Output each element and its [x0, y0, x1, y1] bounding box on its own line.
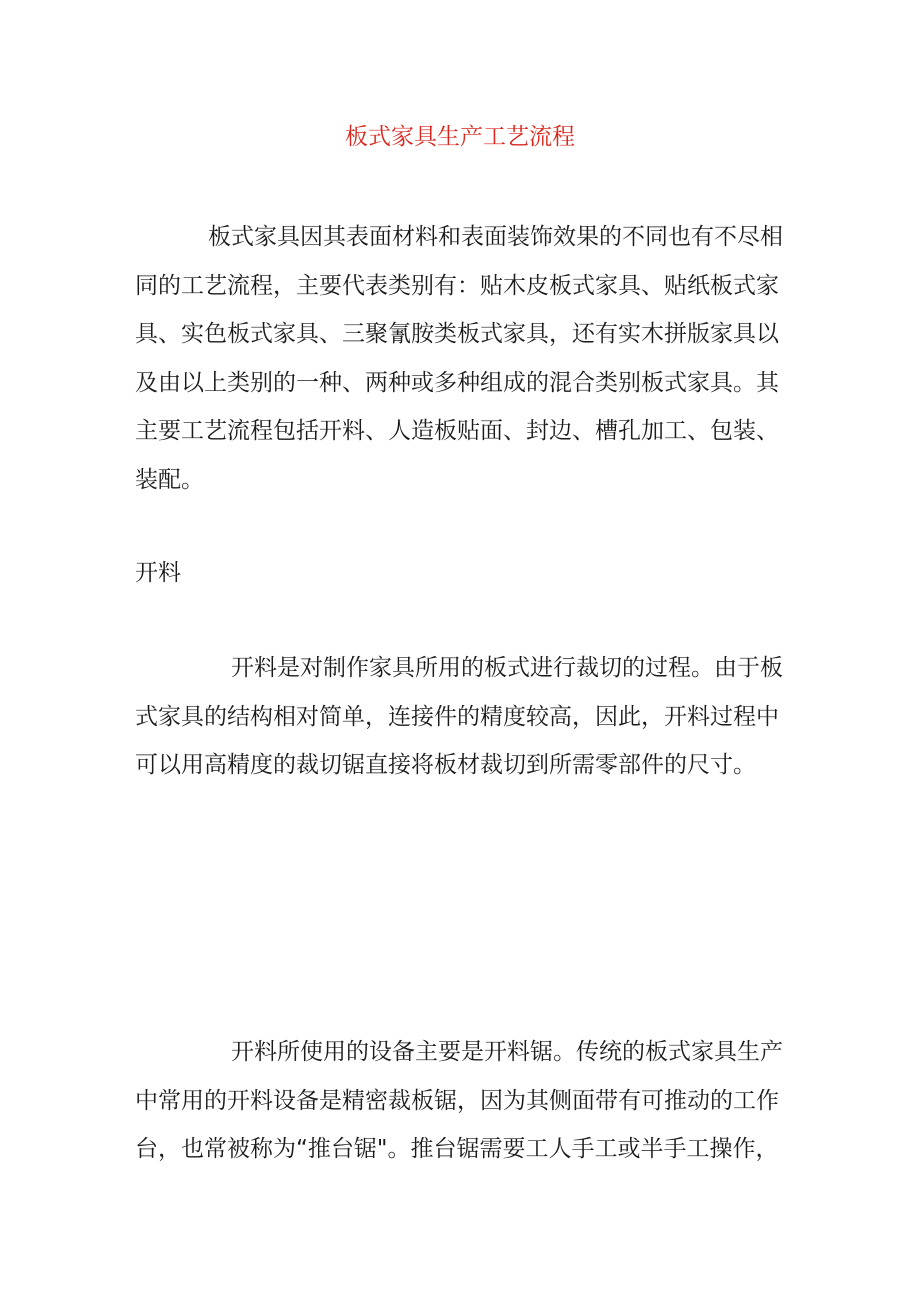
intro-line: 及由以上类别的一种、两种或多种组成的混合类别板式家具。其 [135, 369, 779, 396]
intro-line: 主要工艺流程包括开料、人造板贴面、封边、槽孔加工、包装、 [135, 418, 779, 445]
intro-line: 同的工艺流程，主要代表类别有：贴木皮板式家具、贴纸板式家 [135, 272, 779, 299]
intro-paragraph [135, 213, 795, 505]
cutting-line: 可以用高精度的裁切锯直接将板材裁切到所需零部件的尺寸。 [135, 752, 756, 779]
equipment-paragraph [135, 1028, 795, 1174]
intro-line: 装配。 [135, 466, 204, 493]
cutting-line: 开料是对制作家具所用的板式进行裁切的过程。由于板 [231, 655, 783, 681]
section-heading: 开料 [135, 560, 181, 586]
document-title: 板式家具生产工艺流程 [345, 124, 575, 150]
equipment-line: 台，也常被称为“推台锯"。推台锯需要工人手工或半手工操作， [135, 1136, 779, 1163]
equipment-line: 开料所使用的设备主要是开料锯。传统的板式家具生产 [231, 1039, 783, 1065]
equipment-line: 中常用的开料设备是精密裁板锯，因为其侧面带有可推动的工作 [135, 1087, 779, 1114]
intro-line: 板式家具因其表面材料和表面装饰效果的不同也有不尽相 [208, 224, 783, 250]
intro-line: 具、实色板式家具、三聚氰胺类板式家具，还有实木拼版家具以 [135, 321, 779, 348]
cutting-line: 式家具的结构相对简单，连接件的精度较高，因此，开料过程中 [135, 703, 779, 730]
cutting-paragraph [135, 644, 795, 790]
